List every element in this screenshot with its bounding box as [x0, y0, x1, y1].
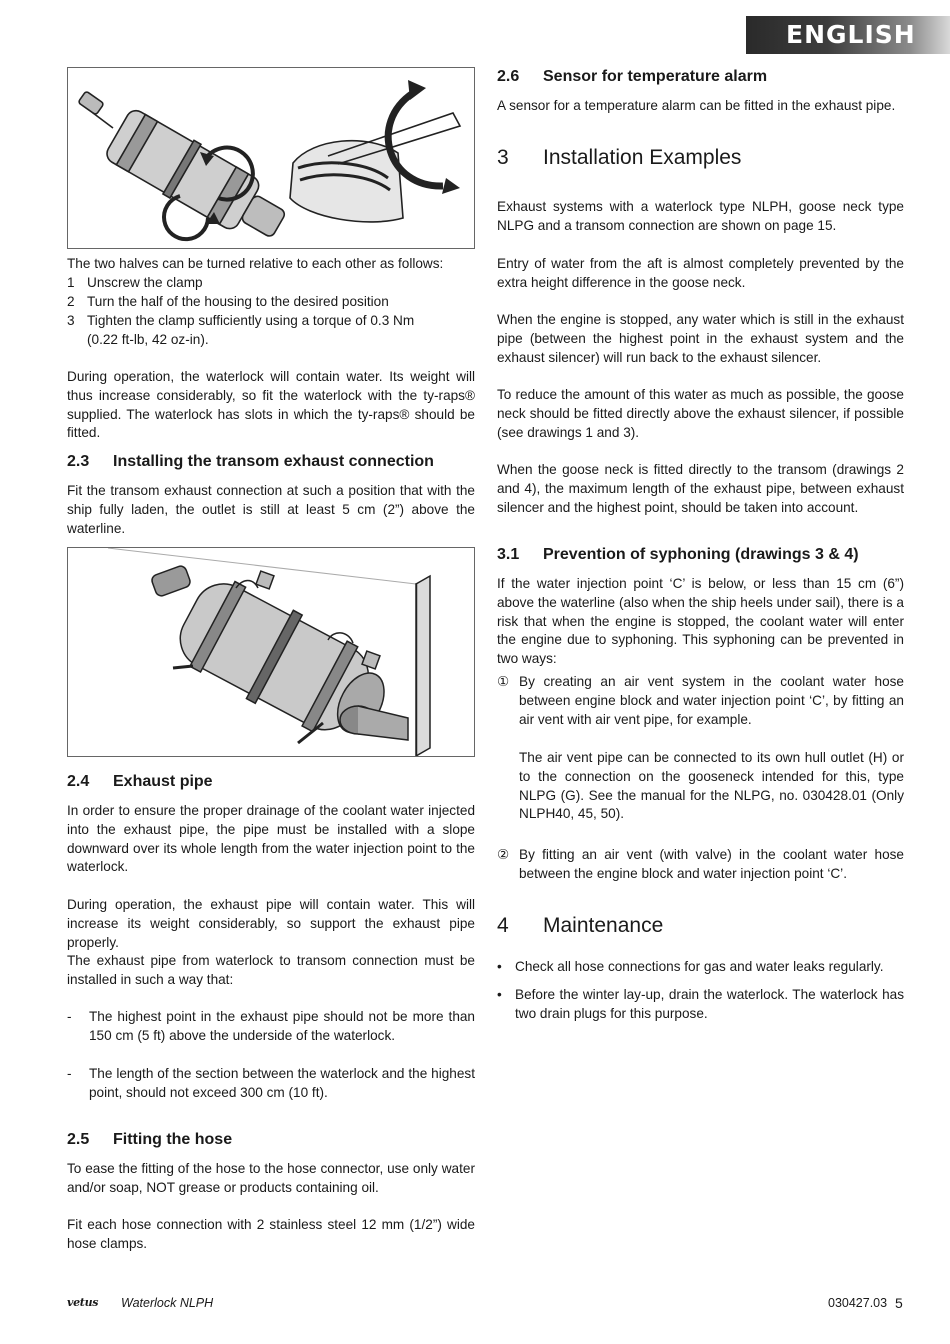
- hose-paragraph-1: To ease the fitting of the hose to the hose connector, use only water and/or soap, NOT grease or products containing oil.: [67, 1161, 475, 1195]
- transom-connection-illustration: [68, 548, 474, 756]
- list-item: [67, 274, 475, 293]
- section-heading-2-6: 2.6 Sensor for temperature alarm: [497, 68, 768, 85]
- bullet-text: Check all hose connections for gas and water leaks regularly.: [515, 959, 884, 974]
- bullet-marker: •: [497, 959, 502, 974]
- option-1-text: By creating an air vent system in the coolant water hose between engine block and water injection point ‘C’, by fitting an air vent with air vent pipe, for example.: [519, 674, 904, 727]
- installation-paragraph-1: Exhaust systems with a waterlock type NLPH, goose neck type NLPG and a transom connection are shown on page 15.: [497, 199, 904, 233]
- language-tab: ENGLISH: [746, 16, 950, 54]
- installation-paragraph-4: To reduce the amount of this water as much as possible, the goose neck should be fitted directly above the exhaust silencer, if possible (see drawings 1 and 3).: [497, 387, 904, 440]
- bullet-text: The length of the section between the waterlock and the highest point, should not exceed 300 cm (10 ft).: [89, 1066, 475, 1100]
- option-2-text: By fitting an air vent (with valve) in the coolant water hose between the engine block and water injection point ‘C’.: [519, 847, 904, 881]
- list-item: [67, 1065, 475, 1103]
- exhaust-pipe-paragraph-2: During operation, the exhaust pipe will contain water. This will increase its weight considerably, so support the exhaust pipe properly.: [67, 897, 475, 950]
- turn-intro: The two halves can be turned relative to each other as follows:: [67, 256, 444, 271]
- list-item: [67, 312, 475, 350]
- installation-paragraph-5: When the goose neck is fitted directly to the transom (drawings 2 and 4), the maximum length of the exhaust pipe, between exhaust silencer and the highest point, should be taken into account.: [497, 462, 904, 515]
- bullet-text: The highest point in the exhaust pipe should not be more than 150 cm (5 ft) above the underside of the waterlock.: [89, 1009, 475, 1043]
- section-heading-2-3: 2.3 Installing the transom exhaust connection: [67, 453, 434, 470]
- sensor-paragraph: A sensor for a temperature alarm can be fitted in the exhaust pipe.: [497, 98, 896, 113]
- option-marker-1: ①: [497, 674, 510, 689]
- bullet-text: Before the winter lay-up, drain the waterlock. The waterlock has two drain plugs for this purpose.: [515, 987, 904, 1021]
- waterlock-rotation-illustration: [68, 68, 474, 248]
- option-1-continuation: The air vent pipe can be connected to its own hull outlet (H) or to the connection on the gooseneck intended for this, type NLPG (G). See the manual for the NLPG, no. 030428.01 (Only NLPH40, 45, 50).: [519, 750, 904, 822]
- list-item: [497, 986, 904, 1024]
- operation-paragraph: During operation, the waterlock will contain water. Its weight will thus increase considerably, so fit the waterlock with the ty-raps® supplied. The waterlock has slots in which the ty-raps® should be fitted.: [67, 369, 475, 441]
- page-number: 5: [895, 1295, 903, 1311]
- installation-paragraph-3: When the engine is stopped, any water which is still in the exhaust pipe (between the highest point in the exhaust system and the exhaust silencer) will run back to the exhaust silencer.: [497, 312, 904, 365]
- list-item: [497, 673, 904, 733]
- figure-transom-installation: [67, 547, 475, 757]
- syphoning-intro: If the water injection point ‘C’ is below, or less than 15 cm (6”) above the waterline (also when the ship heels under sail), there is a risk that when the engine is stopped, the coolant water will enter the engine due to syphoning. This syphoning can be prevented in two ways:: [497, 576, 904, 667]
- installation-paragraph-2: Entry of water from the aft is almost completely prevented by the extra height difference in the goose neck.: [497, 256, 904, 290]
- section-heading-3: 3 Installation Examples: [497, 146, 742, 169]
- step-text: Tighten the clamp sufficiently using a torque of 0.3 Nm (0.22 ft-lb, 42 oz-in).: [87, 313, 415, 347]
- footer-doc-number: 030427.03: [828, 1296, 888, 1310]
- transom-paragraph: Fit the transom exhaust connection at such a position that with the ship fully laden, the outlet is still at least 5 cm (2”) above the waterline.: [67, 483, 475, 536]
- list-item: [67, 293, 475, 312]
- bullet-marker: •: [497, 987, 502, 1002]
- footer-product-name: Waterlock NLPH: [121, 1296, 214, 1310]
- exhaust-pipe-paragraph-1: In order to ensure the proper drainage of the coolant water injected into the exhaust pipe, the pipe must be installed with a slope downward over its whole length from the water injection point to the waterlock.: [67, 803, 475, 875]
- brand-logo: vetus: [67, 1296, 99, 1309]
- step-number: 2: [67, 294, 75, 309]
- option-marker-2: ②: [497, 847, 510, 862]
- section-heading-4: 4 Maintenance: [497, 914, 664, 937]
- section-heading-3-1: 3.1 Prevention of syphoning (drawings 3 & 4): [497, 546, 859, 563]
- dash-marker: -: [67, 1066, 72, 1081]
- hose-paragraph-2: Fit each hose connection with 2 stainless steel 12 mm (1/2”) wide hose clamps.: [67, 1217, 475, 1251]
- step-text: Unscrew the clamp: [87, 275, 203, 290]
- list-item: [497, 846, 904, 884]
- list-item: [67, 1008, 475, 1046]
- exhaust-pipe-paragraph-3: The exhaust pipe from waterlock to transom connection must be installed in such a way that:: [67, 953, 475, 987]
- step-text: Turn the half of the housing to the desired position: [87, 294, 389, 309]
- section-heading-2-4: 2.4 Exhaust pipe: [67, 773, 213, 790]
- section-heading-2-5: 2.5 Fitting the hose: [67, 1131, 233, 1148]
- step-number: 3: [67, 313, 75, 328]
- list-item: [497, 958, 904, 977]
- dash-marker: -: [67, 1009, 72, 1024]
- figure-clamp-rotation: [67, 67, 475, 249]
- step-number: 1: [67, 275, 75, 290]
